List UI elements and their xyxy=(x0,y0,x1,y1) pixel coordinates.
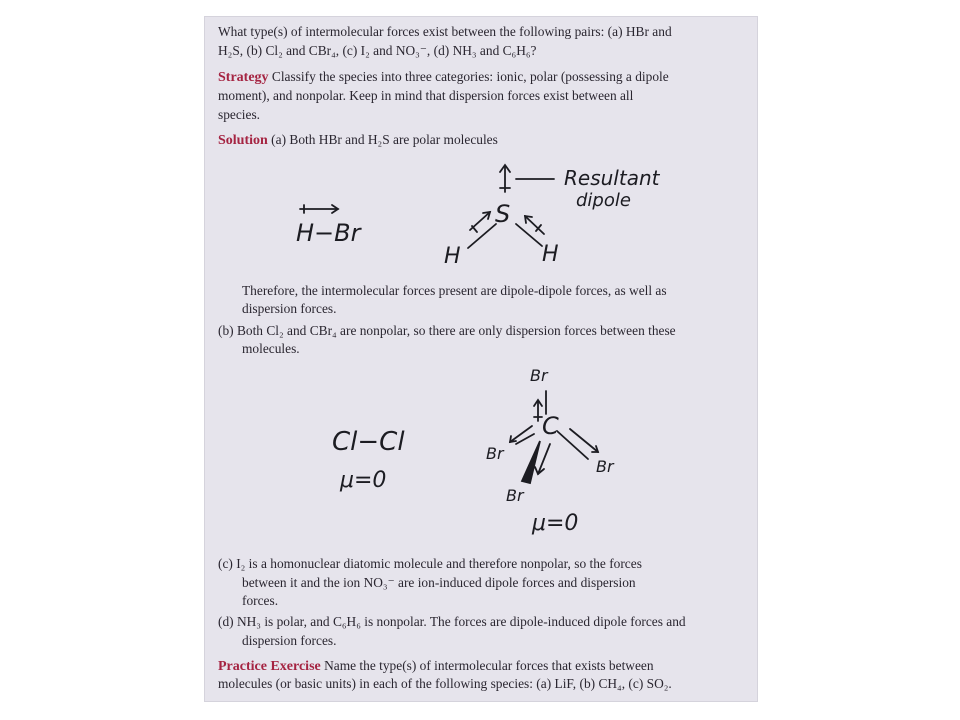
therefore-line-2: dispersion forces. xyxy=(242,301,337,316)
h2s-hbr-sketch xyxy=(204,16,758,702)
hydrogen-left-label: H xyxy=(444,244,461,269)
cl2-molecule-label: Cl−Cl xyxy=(332,427,405,457)
br-top-label: Br xyxy=(530,366,548,385)
textbook-page xyxy=(204,16,758,702)
dipole-label: dipole xyxy=(576,190,631,211)
br-left-label: Br xyxy=(486,444,504,463)
c-br-right-dipole-arrow xyxy=(570,429,598,452)
strategy-line-1: Classify the species into three categories: ionic, polar (possessing a dipole xyxy=(271,69,669,84)
practice-line-1: Name the type(s) of intermolecular forces that exists between xyxy=(324,658,654,673)
cl2-dipole-moment-label: μ=0 xyxy=(340,468,387,493)
hydrogen-right-label: H xyxy=(542,242,559,267)
carbon-atom-label: C xyxy=(542,412,559,440)
part-d-line-2: dispersion forces. xyxy=(242,633,337,648)
part-b-line-2: molecules. xyxy=(242,341,300,356)
practice-heading: Practice Exercise xyxy=(218,659,321,674)
hbr-molecule-label: H−Br xyxy=(296,219,361,247)
practice-paragraph xyxy=(218,656,654,676)
solution-a-line: (a) Both HBr and H₂S are polar molecules xyxy=(271,132,498,147)
therefore-line-1: Therefore, the intermolecular forces present are dipole-dipole forces, as well as xyxy=(242,283,667,298)
c-br-bottom-wedge-bond xyxy=(522,441,540,483)
strategy-line-3: species. xyxy=(218,107,261,122)
part-c-line-3: forces. xyxy=(242,593,279,608)
part-b-line-1: (b) Both Cl₂ and CBr₄ are nonpolar, so there are only dispersion forces between these xyxy=(218,323,676,338)
br-right-label: Br xyxy=(596,457,614,476)
question-line-2: H₂S, (b) Cl₂ and CBr₄, (c) I₂ and NO₃⁻, (d) NH₃ and C₆H₆? xyxy=(218,43,537,58)
practice-line-2: molecules (or basic units) in each of the following species: (a) LiF, (b) CH₄, (c) SO₂. xyxy=(218,676,672,691)
c-br-right-bond xyxy=(557,431,588,459)
c-br-left-dipole-arrow xyxy=(510,426,532,442)
sulfur-atom-label: S xyxy=(495,200,511,228)
cbr4-dipole-moment-label: μ=0 xyxy=(532,511,579,536)
strategy-heading: Strategy xyxy=(218,70,269,85)
solution-heading: Solution xyxy=(218,133,268,148)
part-d-line-1: (d) NH₃ is polar, and C₆H₆ is nonpolar. The forces are dipole-induced dipole forces and xyxy=(218,614,686,629)
part-c-line-1: (c) I₂ is a homonuclear diatomic molecule and therefore nonpolar, so the forces xyxy=(218,556,642,571)
strategy-line-2: moment), and nonpolar. Keep in mind that dispersion forces exist between all xyxy=(218,88,634,103)
br-bottom-label: Br xyxy=(506,486,524,505)
question-line-1: What type(s) of intermolecular forces exist between the following pairs: (a) HBr and xyxy=(218,24,672,39)
resultant-label: Resultant xyxy=(564,166,660,190)
part-c-line-2: between it and the ion NO₃⁻ are ion-induced dipole forces and dispersion xyxy=(242,575,636,590)
